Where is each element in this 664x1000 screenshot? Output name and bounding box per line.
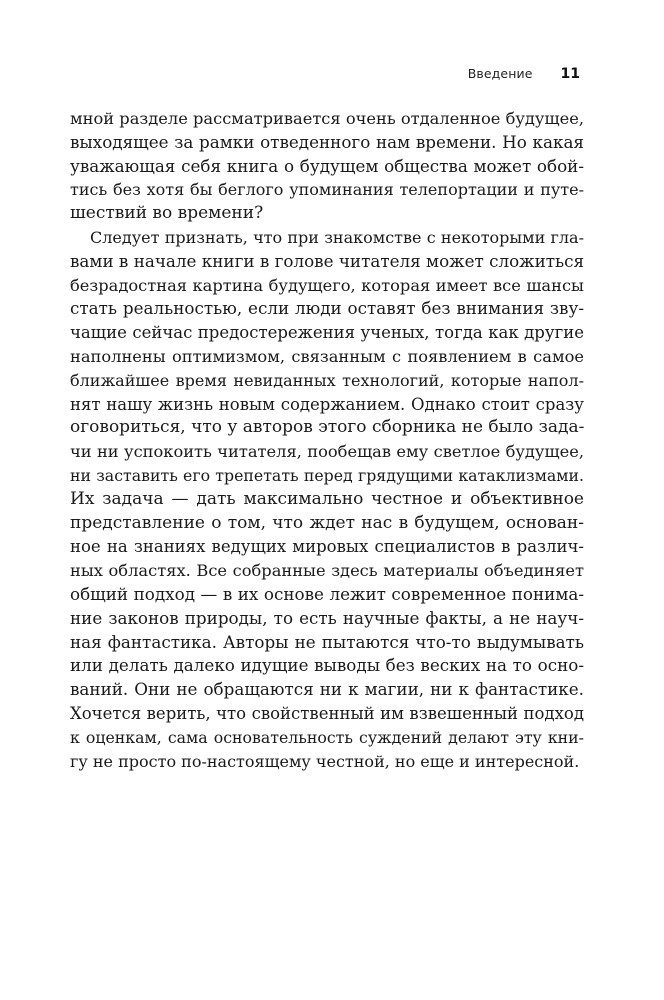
text-line: ни заставить его трепетать перед грядущими катаклизмами.	[70, 465, 584, 485]
text-line: вами в начале книги в голове читателя может сложиться	[70, 250, 585, 271]
text-line: выходящее за рамки отведенного нам времени. Но какая	[70, 131, 584, 152]
body-text	[70, 107, 584, 773]
text-line: оговориться, что у авторов этого сборника не было зада-	[70, 417, 585, 438]
text-line: ваний. Они не обращаются ни к магии, ни к фантастике.	[70, 679, 584, 700]
running-header	[468, 66, 580, 82]
text-line: тись без хотя бы беглого упоминания телепортации и путе-	[70, 180, 584, 200]
text-line: безрадостная картина будущего, которая имеет все шансы	[70, 275, 584, 295]
text-line: ная фантастика. Авторы не пытаются что-то выдумывать	[70, 631, 584, 652]
text-line: ближайшее время невиданных технологий, которые напол-	[70, 370, 584, 390]
text-line: чащие сейчас предостережения ученых, тогда как другие	[70, 323, 584, 343]
text-line: Хочется верить, что свойственный им взвешенный подход	[70, 703, 584, 723]
text-line: Следует признать, что при знакомстве с некоторыми гла-	[90, 227, 584, 247]
text-line: ние законов природы, то есть научные факты, а не науч-	[70, 607, 584, 628]
text-line: мной разделе рассматривается очень отдаленное будущее,	[70, 109, 584, 128]
paragraph-1	[70, 107, 584, 226]
text-line: общий подход — в их основе лежит современное понима-	[70, 583, 584, 604]
text-line: нят нашу жизнь новым содержанием. Однако стоит сразу	[70, 394, 584, 414]
text-line: к оценкам, сама основательность суждений делают эту кни-	[70, 727, 584, 747]
text-line: стать реальностью, если люди оставят без внимания зву-	[70, 298, 584, 319]
text-line: уважающая себя книга о будущем общества может обой-	[70, 155, 584, 176]
text-line: наполнены оптимизмом, связанным с появлением в самое	[70, 346, 584, 366]
text-line: ное на знаниях ведущих мировых специалистов в различ-	[70, 537, 584, 557]
text-line: чи ни успокоить читателя, пообещав ему светлое будущее,	[70, 442, 584, 462]
text-line: гу не просто по-настоящему честной, но еще и интересной.	[70, 751, 580, 771]
text-line: ных областях. Все собранные здесь материалы объединяет	[70, 561, 584, 581]
page-number: 11	[560, 66, 580, 82]
text-line: представление о том, что ждет нас в будущем, основан-	[70, 512, 584, 533]
section-title: Введение	[467, 66, 533, 81]
text-line: шествий во времени?	[70, 203, 264, 224]
text-line: Их задача — дать максимально честное и объективное	[70, 488, 584, 509]
paragraph-2	[70, 226, 584, 773]
text-line: или делать далеко идущие выводы без веских на то осно-	[70, 655, 584, 676]
